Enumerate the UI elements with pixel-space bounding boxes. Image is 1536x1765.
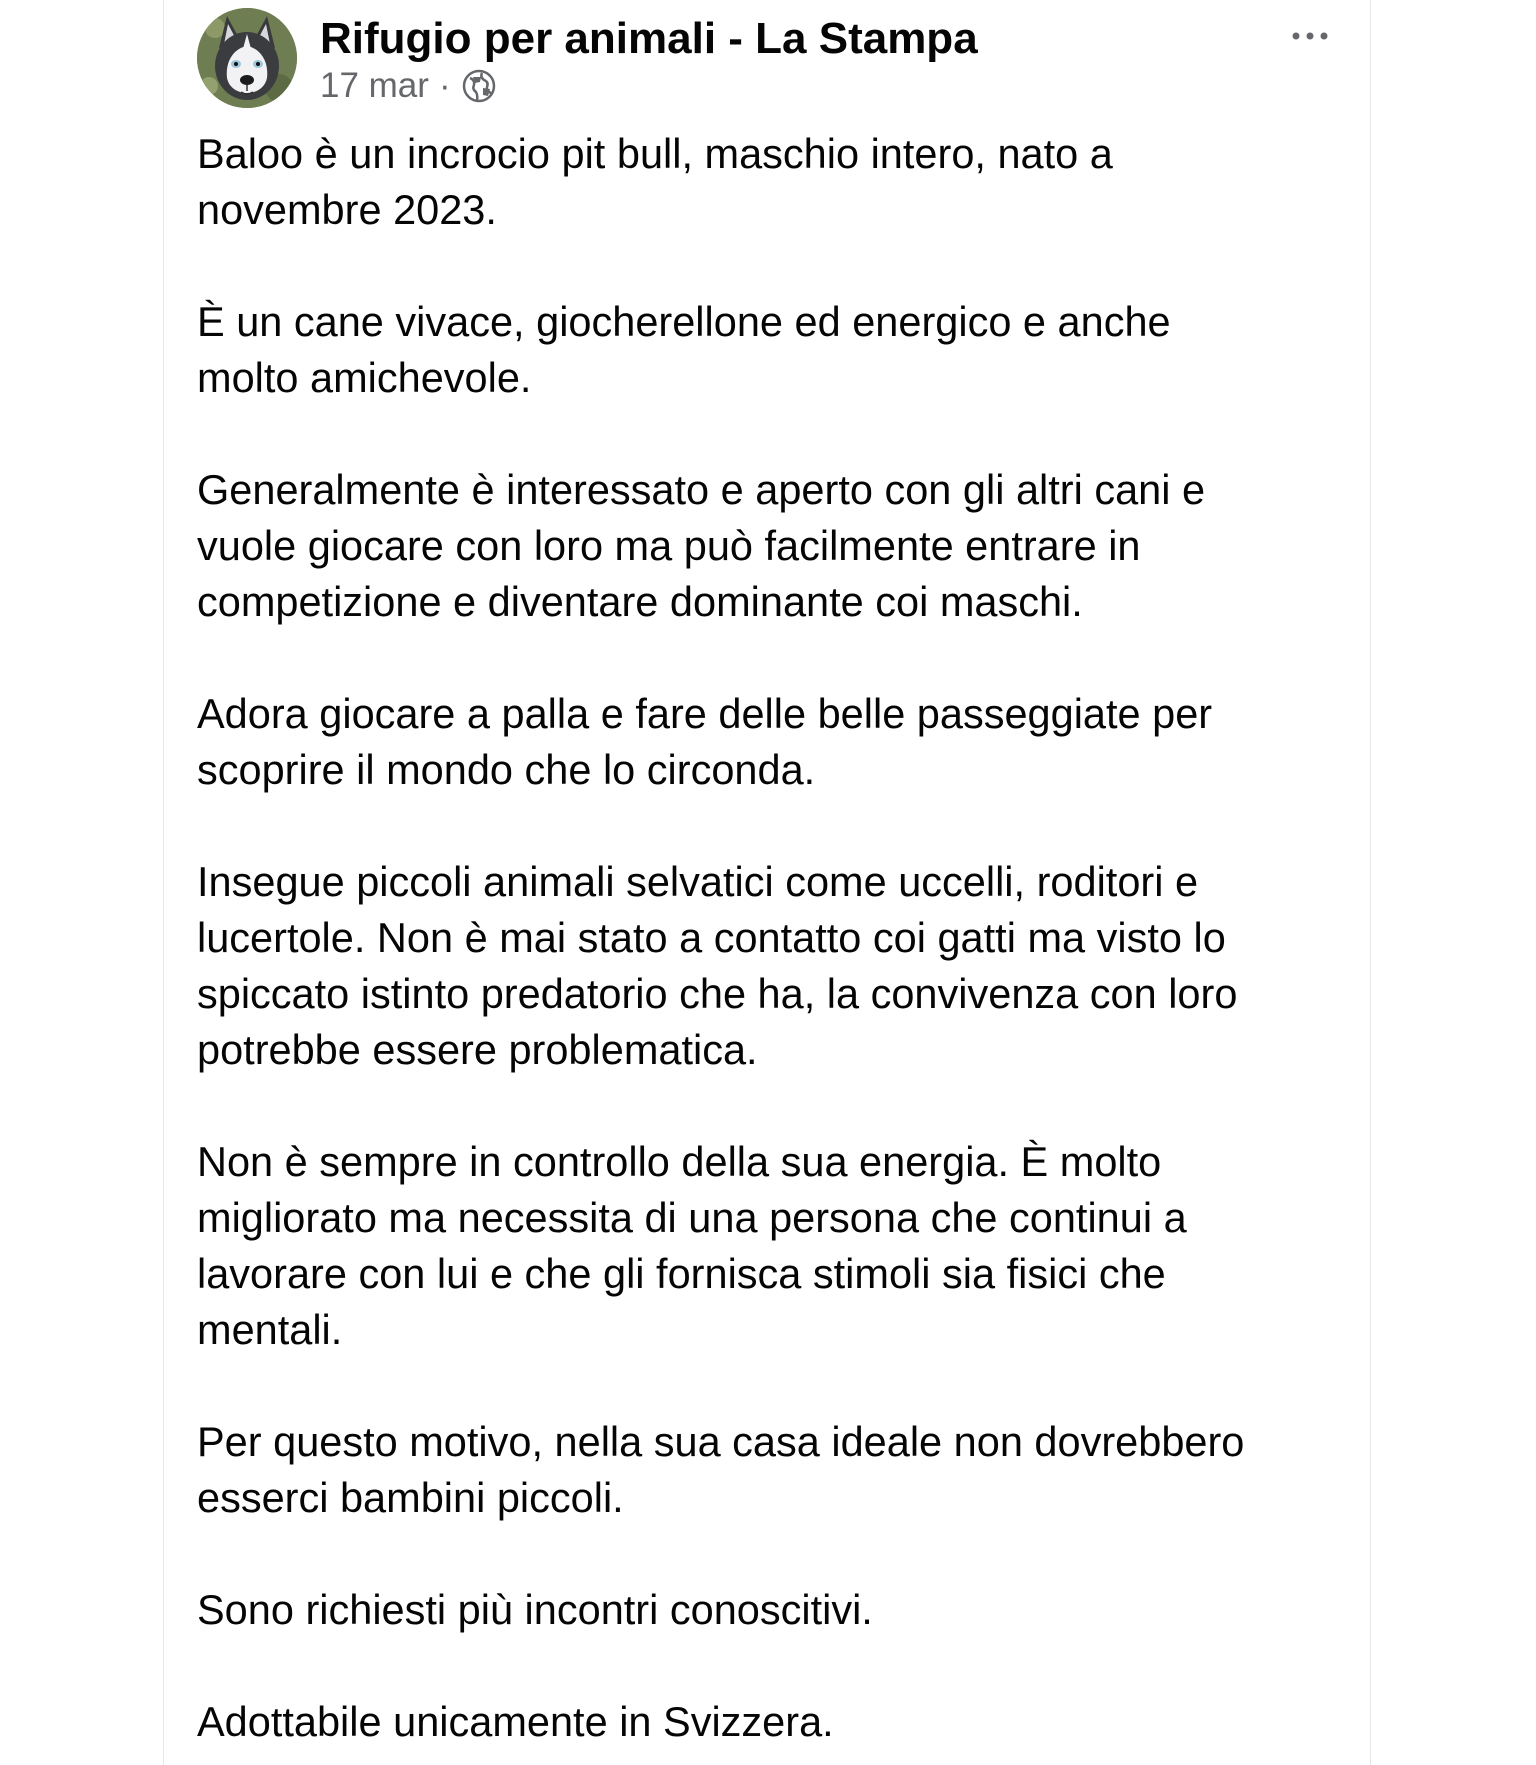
post-paragraph [197,1694,1347,1750]
husky-dog-avatar-icon [197,8,297,108]
post-text-line: migliorato ma necessita di una persona che continui a [197,1194,1187,1241]
post-text-line: Per questo motivo, nella sua casa ideale non dovrebbero [197,1418,1245,1465]
post-text-line: lavorare con lui e che gli fornisca stimoli sia fisici che [197,1250,1166,1297]
post-text-line: Adottabile unicamente in Svizzera. [197,1698,834,1745]
post-text-line: Baloo è un incrocio pit bull, maschio intero, nato a [197,130,1113,177]
post-paragraph [197,1134,1347,1358]
post-date[interactable]: 17 mar [320,66,429,105]
post-paragraph [197,294,1347,406]
post-text-line: Non è sempre in controllo della sua energia. È molto [197,1138,1162,1185]
post-paragraph [197,126,1347,238]
post-text-line: competizione e diventare dominante coi maschi. [197,578,1083,625]
post-paragraph [197,462,1347,630]
post-text-line: Generalmente è interessato e aperto con gli altri cani e [197,466,1206,513]
post-text [197,126,1347,1765]
post-paragraph [197,686,1347,798]
post-paragraph [197,1582,1347,1638]
page-name-link[interactable]: Rifugio per animali - La Stampa [320,14,978,63]
post-text-line: novembre 2023. [197,186,497,233]
post-text-line: molto amichevole. [197,354,532,401]
post-text-line: spiccato istinto predatorio che ha, la convivenza con loro [197,970,1238,1017]
post-text-line: lucertole. Non è mai stato a contatto coi gatti ma visto lo [197,914,1226,961]
post-paragraph [197,854,1347,1078]
post-text-line: È un cane vivace, giocherellone ed energico e anche [197,298,1171,345]
post-header [197,8,1370,108]
post-text-line: Sono richiesti più incontri conoscitivi. [197,1586,873,1633]
post-text-line: vuole giocare con loro ma può facilmente entrare in [197,522,1141,569]
post-text-line: mentali. [197,1306,343,1353]
post-text-line: scoprire il mondo che lo circonda. [197,746,816,793]
post-paragraph [197,1414,1347,1526]
post-text-line: potrebbe essere problematica. [197,1026,758,1073]
post-text-line: Insegue piccoli animali selvatici come uccelli, roditori e [197,858,1199,905]
more-options-icon[interactable] [1290,26,1330,46]
post-text-line: Adora giocare a palla e fare delle belle passeggiate per [197,690,1213,737]
avatar[interactable] [197,8,297,108]
globe-icon[interactable] [461,68,497,104]
post-card [163,0,1371,1765]
post-meta [320,66,497,106]
post-text-line: esserci bambini piccoli. [197,1474,624,1521]
meta-separator: · [438,66,451,105]
